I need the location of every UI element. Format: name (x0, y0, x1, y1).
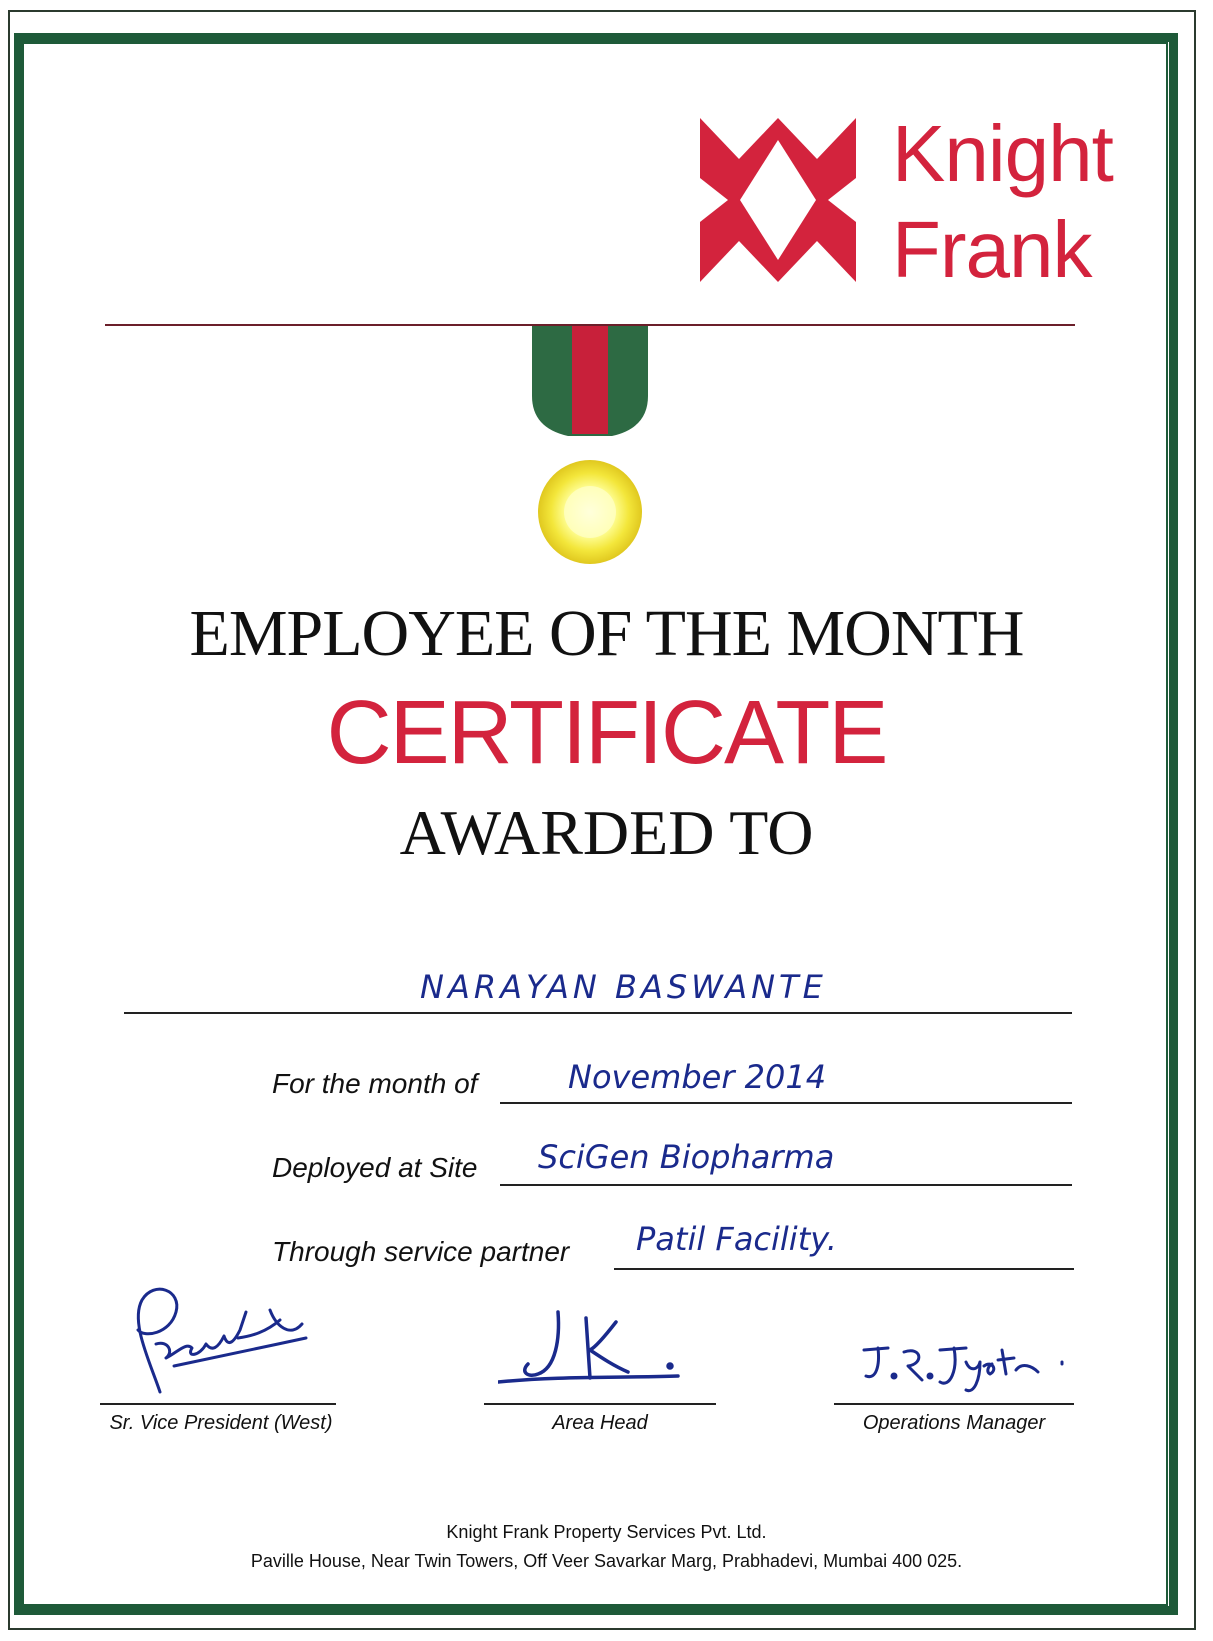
month-label: For the month of (272, 1068, 478, 1099)
svp-signature (120, 1282, 330, 1402)
site-value: SciGen Biopharma (538, 1138, 835, 1176)
recipient-name-line (124, 1012, 1072, 1014)
area-head-signature-line (484, 1403, 716, 1405)
title-employee-of-the-month: EMPLOYEE OF THE MONTH (189, 597, 1024, 670)
area-head-label: Area Head (552, 1412, 648, 1434)
knight-frank-logo-icon (700, 118, 856, 282)
logo-wordmark (892, 106, 1113, 298)
logo-word-knight: Knight (892, 109, 1113, 198)
area-head-signature (498, 1308, 698, 1398)
title-awarded-to: AWARDED TO (399, 797, 814, 868)
logo-word-frank: Frank (892, 205, 1092, 294)
footer-address: Paville House, Near Twin Towers, Off Veer Savarkar Marg, Prabhadevi, Mumbai 400 025. (250, 1551, 963, 1571)
svp-signature-line (100, 1403, 336, 1405)
svp-label: Sr. Vice President (West) (109, 1412, 333, 1434)
partner-line (614, 1268, 1074, 1270)
medal-icon (520, 326, 660, 576)
month-value: November 2014 (568, 1058, 827, 1096)
site-line (500, 1184, 1072, 1186)
site-label: Deployed at Site (272, 1152, 478, 1183)
title-certificate: CERTIFICATE (326, 683, 887, 783)
svp-signature-text: Prashant (120, 1282, 125, 1283)
recipient-name: NARAYAN BASWANTE (420, 968, 827, 1006)
partner-value: Patil Facility. (636, 1220, 837, 1258)
footer-company-name: Knight Frank Property Services Pvt. Ltd. (446, 1522, 767, 1542)
ops-manager-signature-line (834, 1403, 1074, 1405)
partner-label: Through service partner (272, 1236, 570, 1267)
area-head-signature-text: JK (498, 1308, 500, 1309)
ops-manager-label: Operations Manager (862, 1412, 1046, 1434)
ops-manager-signature-text: J.R. Jyoti (862, 1342, 867, 1343)
month-line (500, 1102, 1072, 1104)
ops-manager-signature (862, 1342, 1082, 1402)
